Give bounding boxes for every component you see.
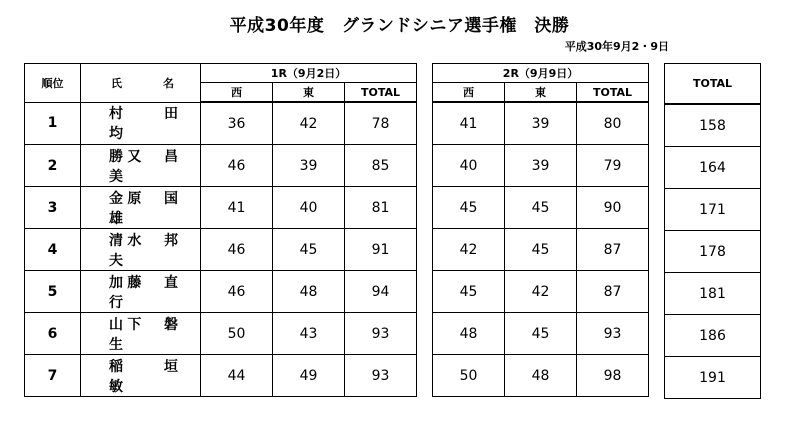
r1-east-cell: 43 bbox=[273, 313, 345, 355]
grand-total-cell: 164 bbox=[665, 147, 761, 189]
name-header: 氏 名 bbox=[81, 64, 201, 103]
r2-total-cell: 80 bbox=[577, 102, 649, 145]
r1-west-cell: 50 bbox=[201, 313, 273, 355]
r2-total-cell: 87 bbox=[577, 271, 649, 313]
r1-east-cell: 45 bbox=[273, 229, 345, 271]
rank-cell: 3 bbox=[25, 187, 81, 229]
grand-total-cell: 171 bbox=[665, 189, 761, 231]
r2-west-header: 西 bbox=[433, 83, 505, 103]
grand-total-cell: 186 bbox=[665, 315, 761, 357]
r1-east-cell: 49 bbox=[273, 355, 345, 397]
grand-total-cell: 158 bbox=[665, 104, 761, 147]
grand-total-table bbox=[664, 63, 761, 399]
grand-total-cell: 191 bbox=[665, 357, 761, 399]
table-row bbox=[433, 229, 649, 271]
r2-east-cell: 45 bbox=[505, 187, 577, 229]
r2-west-cell: 41 bbox=[433, 102, 505, 145]
r2-east-cell: 39 bbox=[505, 102, 577, 145]
rank-cell: 2 bbox=[25, 145, 81, 187]
table-row bbox=[665, 189, 761, 231]
table-row bbox=[25, 229, 417, 271]
r2-west-cell: 48 bbox=[433, 313, 505, 355]
player-name-cell: 勝又 昌美 bbox=[81, 145, 201, 187]
table-row bbox=[665, 273, 761, 315]
round1-table bbox=[24, 63, 417, 397]
r2-total-cell: 90 bbox=[577, 187, 649, 229]
round2-table bbox=[432, 63, 649, 397]
grand-total-cell: 181 bbox=[665, 273, 761, 315]
r1-west-cell: 46 bbox=[201, 145, 273, 187]
player-name-cell: 稲垣 敏 bbox=[81, 355, 201, 397]
r1-total-cell: 91 bbox=[345, 229, 417, 271]
table-row bbox=[665, 315, 761, 357]
player-name-cell: 村田 均 bbox=[81, 102, 201, 145]
player-name-cell: 金原 国雄 bbox=[81, 187, 201, 229]
r1-west-cell: 46 bbox=[201, 271, 273, 313]
table-row bbox=[433, 271, 649, 313]
rank-cell: 6 bbox=[25, 313, 81, 355]
r2-east-cell: 45 bbox=[505, 313, 577, 355]
table-row bbox=[433, 145, 649, 187]
rank-header: 順位 bbox=[25, 64, 81, 103]
table-row bbox=[25, 145, 417, 187]
r2-total-cell: 79 bbox=[577, 145, 649, 187]
r1-total-cell: 93 bbox=[345, 313, 417, 355]
player-name-cell: 山下 磐生 bbox=[81, 313, 201, 355]
r1-east-header: 東 bbox=[273, 83, 345, 103]
grand-total-cell: 178 bbox=[665, 231, 761, 273]
table-row bbox=[433, 313, 649, 355]
table-row bbox=[665, 231, 761, 273]
page-title: 平成30年度 グランドシニア選手権 決勝 bbox=[229, 16, 570, 36]
r2-total-cell: 87 bbox=[577, 229, 649, 271]
player-name-cell: 清水 邦夫 bbox=[81, 229, 201, 271]
r2-east-header: 東 bbox=[505, 83, 577, 103]
table-row bbox=[25, 102, 417, 145]
r1-east-cell: 40 bbox=[273, 187, 345, 229]
r1-total-cell: 85 bbox=[345, 145, 417, 187]
rank-cell: 1 bbox=[25, 102, 81, 145]
r1-west-cell: 41 bbox=[201, 187, 273, 229]
round2-header: 2R（9月9日） bbox=[433, 64, 649, 83]
table-row bbox=[665, 104, 761, 147]
r2-west-cell: 40 bbox=[433, 145, 505, 187]
r2-east-cell: 45 bbox=[505, 229, 577, 271]
player-name-cell: 加藤 直行 bbox=[81, 271, 201, 313]
r1-total-cell: 94 bbox=[345, 271, 417, 313]
r1-total-cell: 78 bbox=[345, 102, 417, 145]
r1-west-cell: 36 bbox=[201, 102, 273, 145]
round1-header: 1R（9月2日） bbox=[201, 64, 417, 83]
r1-east-cell: 42 bbox=[273, 102, 345, 145]
r2-total-cell: 93 bbox=[577, 313, 649, 355]
table-row bbox=[665, 147, 761, 189]
table-row bbox=[25, 313, 417, 355]
table-row bbox=[665, 357, 761, 399]
r1-west-cell: 44 bbox=[201, 355, 273, 397]
rank-cell: 7 bbox=[25, 355, 81, 397]
r1-total-cell: 81 bbox=[345, 187, 417, 229]
event-date: 平成30年9月2・9日 bbox=[564, 40, 669, 53]
r2-east-cell: 42 bbox=[505, 271, 577, 313]
r2-west-cell: 45 bbox=[433, 271, 505, 313]
rank-cell: 4 bbox=[25, 229, 81, 271]
r1-total-header: TOTAL bbox=[345, 83, 417, 103]
r1-west-header: 西 bbox=[201, 83, 273, 103]
table-row bbox=[433, 187, 649, 229]
r2-west-cell: 50 bbox=[433, 355, 505, 397]
r2-total-header: TOTAL bbox=[577, 83, 649, 103]
table-row bbox=[433, 355, 649, 397]
table-row bbox=[25, 187, 417, 229]
table-row bbox=[433, 102, 649, 145]
r1-east-cell: 48 bbox=[273, 271, 345, 313]
r2-west-cell: 45 bbox=[433, 187, 505, 229]
table-row bbox=[25, 355, 417, 397]
r2-east-cell: 39 bbox=[505, 145, 577, 187]
table-row bbox=[25, 271, 417, 313]
r1-west-cell: 46 bbox=[201, 229, 273, 271]
r2-total-cell: 98 bbox=[577, 355, 649, 397]
r1-total-cell: 93 bbox=[345, 355, 417, 397]
r2-east-cell: 48 bbox=[505, 355, 577, 397]
r1-east-cell: 39 bbox=[273, 145, 345, 187]
rank-cell: 5 bbox=[25, 271, 81, 313]
r2-west-cell: 42 bbox=[433, 229, 505, 271]
grand-total-header: TOTAL bbox=[665, 64, 761, 105]
